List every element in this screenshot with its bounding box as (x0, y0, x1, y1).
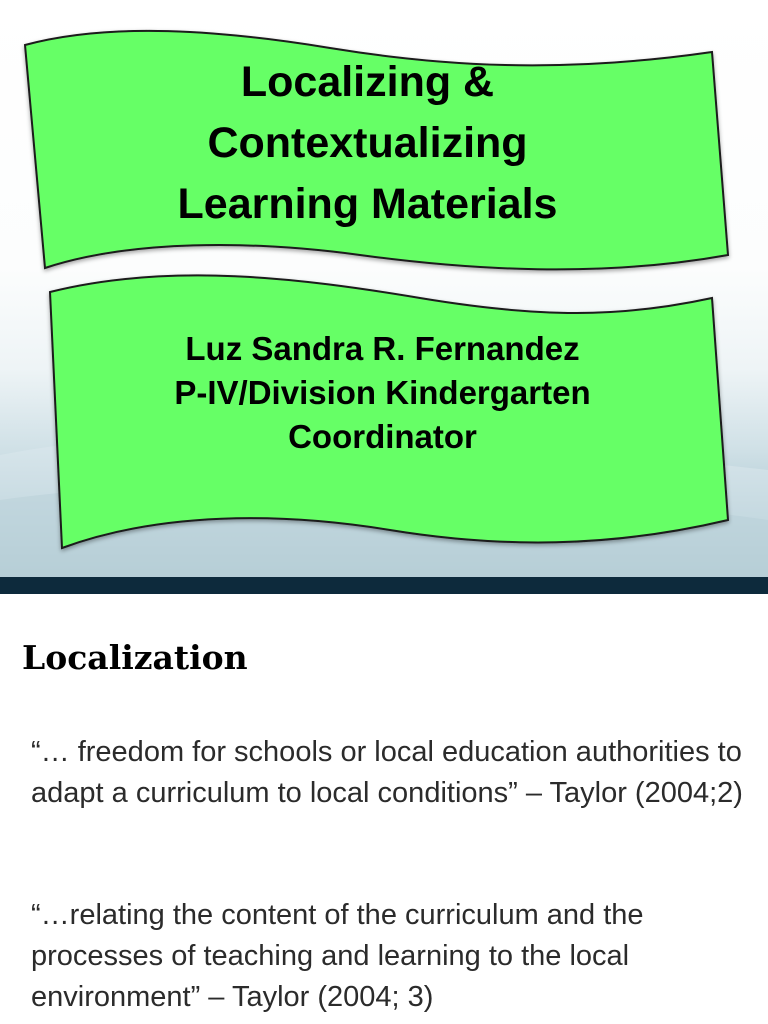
author-name: Luz Sandra R. Fernandez (185, 330, 580, 367)
slide-bottom-band (0, 577, 768, 594)
author-role: Coordinator (288, 418, 477, 455)
author-block (95, 327, 670, 459)
slide-heading: Localization (22, 638, 248, 677)
slide-title (120, 52, 615, 235)
content-slide (0, 594, 768, 1024)
title-line: Localizing & (240, 58, 495, 106)
quote-paragraph: “… freedom for schools or local education authorities to adapt a curriculum to local conditions” – Taylor (2004;2) (31, 736, 743, 809)
author-position: P-IV/Division Kindergarten (174, 374, 591, 411)
title-line: Contextualizing (207, 119, 528, 167)
title-line: Learning Materials (177, 180, 558, 228)
quote-paragraph: “…relating the content of the curriculum and the processes of teaching and learning to the local environment” – Taylor (2004; 3) (31, 899, 644, 1013)
